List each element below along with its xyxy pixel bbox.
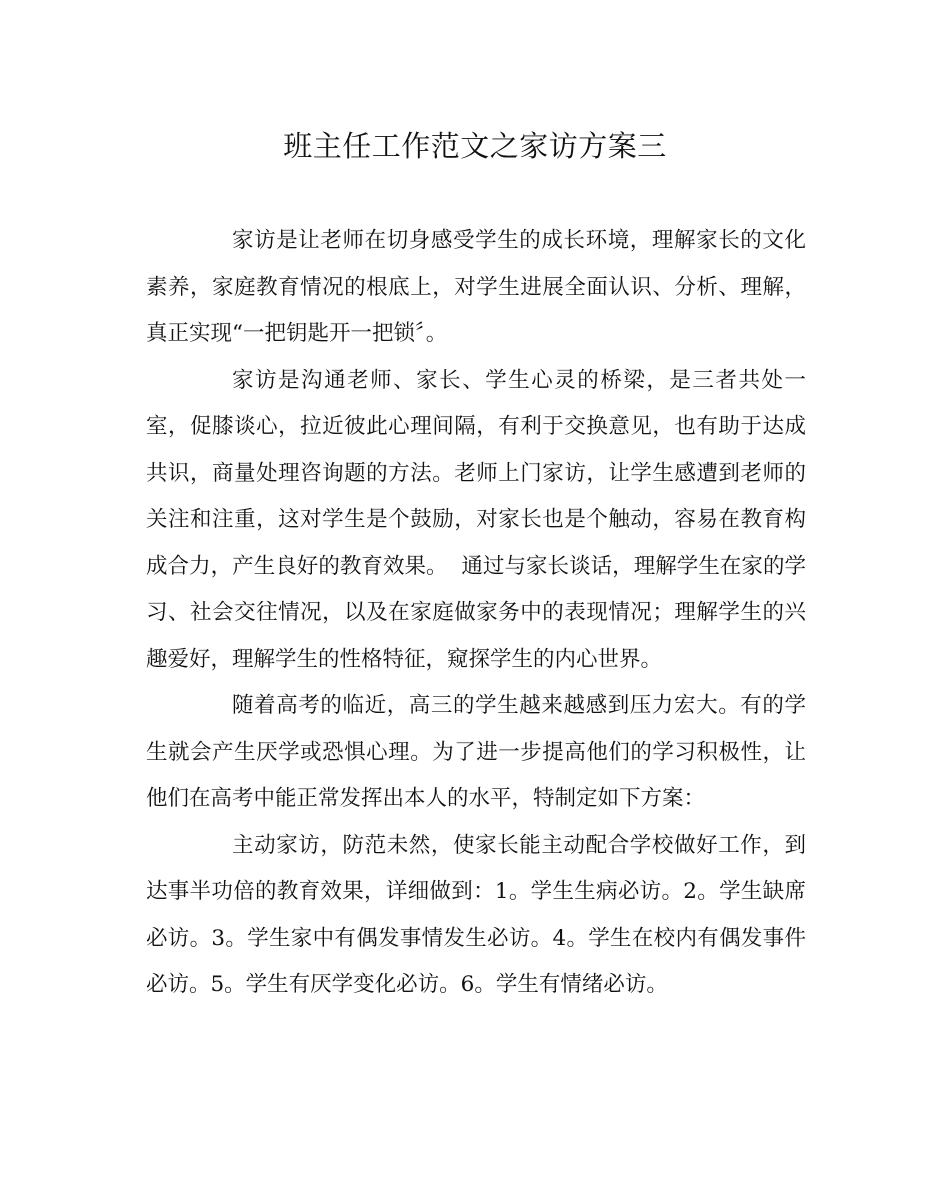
- paragraph-1: 家访是让老师在切身感受学生的成长环境，理解家长的文化素养，家庭教育情况的根底上，对学生进展全面认识、分析、理解，真正实现“一把钥匙开一把锁〞。: [146, 228, 806, 346]
- paragraph-3: 随着高考的临近，高三的学生越来越感到压力宏大。有的学生就会产生厌学或恐惧心理。为了进一步提高他们的学习积极性，让他们在高考中能正常发挥出本人的水平，特制定如下方案：: [146, 693, 806, 811]
- document-title: 班主任工作范文之家访方案三: [283, 129, 667, 163]
- paragraph-4: 主动家访，防范未然，使家长能主动配合学校做好工作，到达事半功倍的教育效果，详细做到：1。学生生病必访。2。学生缺席必访。3。学生家中有偶发事情发生必访。4。学生在校内有偶发事件必访。5。学生有厌学变化必访。6。学生有情绪必访。: [146, 832, 806, 997]
- document-body: [146, 218, 806, 1009]
- paragraph-2: 家访是沟通老师、家长、学生心灵的桥梁，是三者共处一室，促膝谈心，拉近彼此心理间隔，有利于交换意见，也有助于达成共识，商量处理咨询题的方法。老师上门家访，让学生感遭到老师的关注和注重，这对学生是个鼓励，对家长也是个触动，容易在教育构成合力，产生良好的教育效果。 通过与家长谈话，理解学生在家的学习、社会交往情况，以及在家庭做家务中的表现情况；理解学生的兴趣爱好，理解学生的性格特征，窥探学生的内心世界。: [146, 367, 806, 672]
